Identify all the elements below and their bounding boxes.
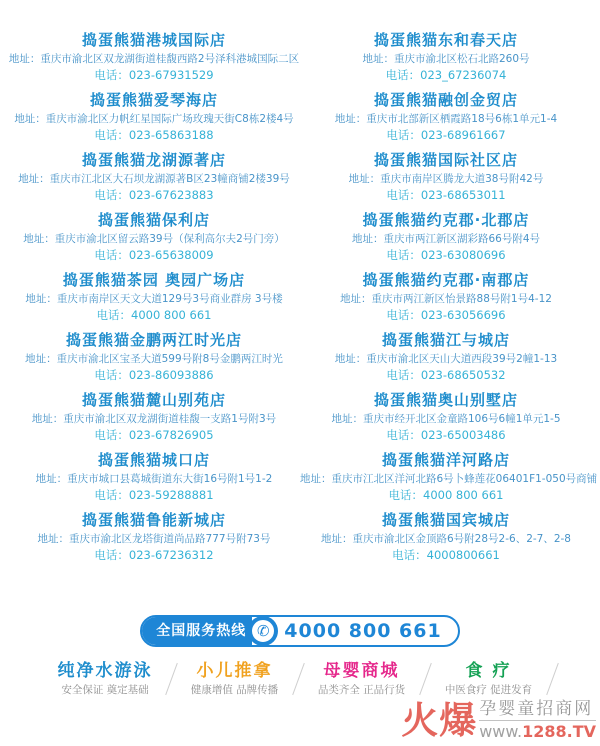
store-phone: 电话：023_67236074 [385, 68, 507, 82]
store-entry [8, 90, 300, 150]
store-phone: 电话：023-68653011 [386, 188, 506, 202]
hotline-label: 全国服务热线 [142, 617, 252, 645]
store-address: 地址：重庆市渝北区力帆红星国际广场玫瑰天街C8栋2楼4号 [14, 113, 294, 125]
store-address: 地址：重庆市渝北区双龙湖街道桂馥一支路1号附3号 [31, 413, 277, 425]
store-name: 捣蛋熊猫江与城店 [381, 331, 510, 349]
store-phone: 电话：023-63056696 [386, 308, 506, 322]
hotline-bar [0, 615, 600, 647]
store-address: 地址：重庆市江北区洋河北路6号卜蜂莲花06401F1-050号商铺 [300, 473, 598, 485]
service-item [430, 660, 548, 699]
store-address: 地址：重庆市城口县葛城街道东大街16号附1号1-2 [35, 473, 273, 485]
store-entry [300, 210, 592, 270]
store-entry [8, 450, 300, 510]
store-address: 地址：重庆市南岸区腾龙大道38号附42号 [348, 173, 544, 185]
service-item [303, 660, 421, 699]
store-address: 地址：重庆市渝北区龙塔街道尚品路777号附73号 [37, 533, 271, 545]
store-phone: 电话：4000800661 [392, 548, 500, 562]
service-item [44, 660, 167, 699]
watermark-text-block [479, 698, 596, 743]
store-name: 捣蛋熊猫约克郡·北郡店 [362, 211, 530, 229]
store-entry [8, 210, 300, 270]
store-address: 地址：重庆市两江新区湖彩路66号附4号 [351, 233, 541, 245]
store-entry [300, 30, 592, 90]
store-phone: 电话：023-65003486 [386, 428, 506, 442]
store-name: 捣蛋熊猫金鹏两江时光店 [65, 331, 242, 349]
watermark-site-name: 孕婴童招商网 [479, 699, 594, 719]
store-address: 地址：重庆市江北区大石坝龙湖源著B区23幢商铺2楼39号 [18, 173, 290, 185]
store-phone: 电话：023-67931529 [94, 68, 214, 82]
store-name: 捣蛋熊猫东和春天店 [373, 31, 518, 49]
watermark [401, 698, 596, 744]
service-divider-line [546, 663, 559, 695]
store-phone: 电话：023-68650532 [386, 368, 506, 382]
store-entry [300, 330, 592, 390]
store-entry [8, 270, 300, 330]
store-name: 捣蛋熊猫爱琴海店 [89, 91, 218, 109]
store-entry [8, 150, 300, 210]
store-name: 捣蛋熊猫奥山别墅店 [373, 391, 518, 409]
store-entry [300, 390, 592, 450]
store-entry [300, 510, 592, 570]
store-address: 地址：重庆市两江新区怡景路88号附1号4-12 [340, 293, 552, 305]
store-address: 地址：重庆市渝北区天山大道西段39号2幢1-13 [334, 353, 558, 365]
store-entry [8, 390, 300, 450]
store-phone: 电话：023-86093886 [94, 368, 214, 382]
store-address: 地址：重庆市经开北区金童路106号6幢1单元1-5 [331, 413, 561, 425]
store-name: 捣蛋熊猫洋河路店 [381, 451, 510, 469]
store-entry [8, 330, 300, 390]
store-entry [300, 450, 598, 510]
phone-icon: ✆ [250, 618, 276, 644]
store-address: 地址：重庆市渝北区金顶路6号附28号2-6、2-7、2-8 [321, 533, 571, 545]
hotline-pill [140, 615, 459, 647]
services-row [0, 660, 600, 699]
store-phone: 电话：4000 800 661 [388, 488, 504, 502]
store-name: 捣蛋熊猫约克郡·南郡店 [362, 271, 530, 289]
store-phone: 电话：4000 800 661 [96, 308, 212, 322]
service-subtitle: 健康增值 品牌传播 [190, 684, 279, 696]
store-address: 地址：重庆市北部新区栖霞路18号6栋1单元1-4 [334, 113, 558, 125]
watermark-url-domain: 1288.TV [522, 722, 596, 741]
service-title: 食 疗 [465, 661, 512, 681]
store-phone: 电话：023-65863188 [94, 128, 214, 142]
service-title: 纯净水游泳 [57, 661, 153, 681]
store-phone: 电话：023-59288881 [94, 488, 214, 502]
store-entry [300, 90, 592, 150]
store-name: 捣蛋熊猫麓山别苑店 [81, 391, 226, 409]
store-address: 地址：重庆市渝北区留云路39号（保利高尔夫2号门旁） [23, 233, 285, 245]
store-name: 捣蛋熊猫国际社区店 [373, 151, 518, 169]
store-name: 捣蛋熊猫融创金贸店 [373, 91, 518, 109]
store-phone: 电话：023-68961667 [386, 128, 506, 142]
store-address: 地址：重庆市渝北区双龙湖街道桂馥西路2号泽科港城国际二区 [8, 53, 300, 65]
store-name: 捣蛋熊猫保利店 [97, 211, 210, 229]
store-name: 捣蛋熊猫鲁能新城店 [81, 511, 226, 529]
store-name: 捣蛋熊猫龙湖源著店 [81, 151, 226, 169]
service-subtitle: 安全保证 奠定基础 [61, 684, 149, 696]
service-title: 小儿推拿 [196, 661, 273, 681]
store-entry [300, 150, 592, 210]
service-item [176, 660, 294, 699]
store-name: 捣蛋熊猫港城国际店 [81, 31, 226, 49]
store-column-right [300, 30, 598, 570]
store-name: 捣蛋熊猫城口店 [97, 451, 210, 469]
watermark-url-prefix: www. [479, 722, 523, 741]
store-phone: 电话：023-63080696 [386, 248, 506, 262]
service-title: 母婴商城 [323, 661, 400, 681]
hotline-number: 4000 800 661 [284, 620, 442, 642]
store-address: 地址：重庆市渝北区松石北路260号 [362, 53, 530, 65]
store-phone: 电话：023-67236312 [94, 548, 214, 562]
store-phone: 电话：023-67826905 [94, 428, 214, 442]
store-entry [300, 270, 592, 330]
watermark-url [479, 720, 596, 743]
store-entry [8, 30, 300, 90]
store-phone: 电话：023-65638009 [94, 248, 214, 262]
store-name: 捣蛋熊猫国宾城店 [381, 511, 510, 529]
store-entry [8, 510, 300, 570]
huobao-logo: 火爆 [401, 699, 478, 742]
store-phone: 电话：023-67623883 [94, 188, 214, 202]
store-name: 捣蛋熊猫茶园 奥园广场店 [62, 271, 246, 289]
store-column-left [8, 30, 300, 570]
store-address: 地址：重庆市渝北区宝圣大道599号附8号金鹏两江时光 [25, 353, 283, 365]
service-subtitle: 品类齐全 正品行货 [317, 684, 406, 696]
service-subtitle: 中医食疗 促进发育 [444, 684, 533, 696]
store-address: 地址：重庆市南岸区天文大道129号3号商业群房 3号楼 [25, 293, 283, 305]
